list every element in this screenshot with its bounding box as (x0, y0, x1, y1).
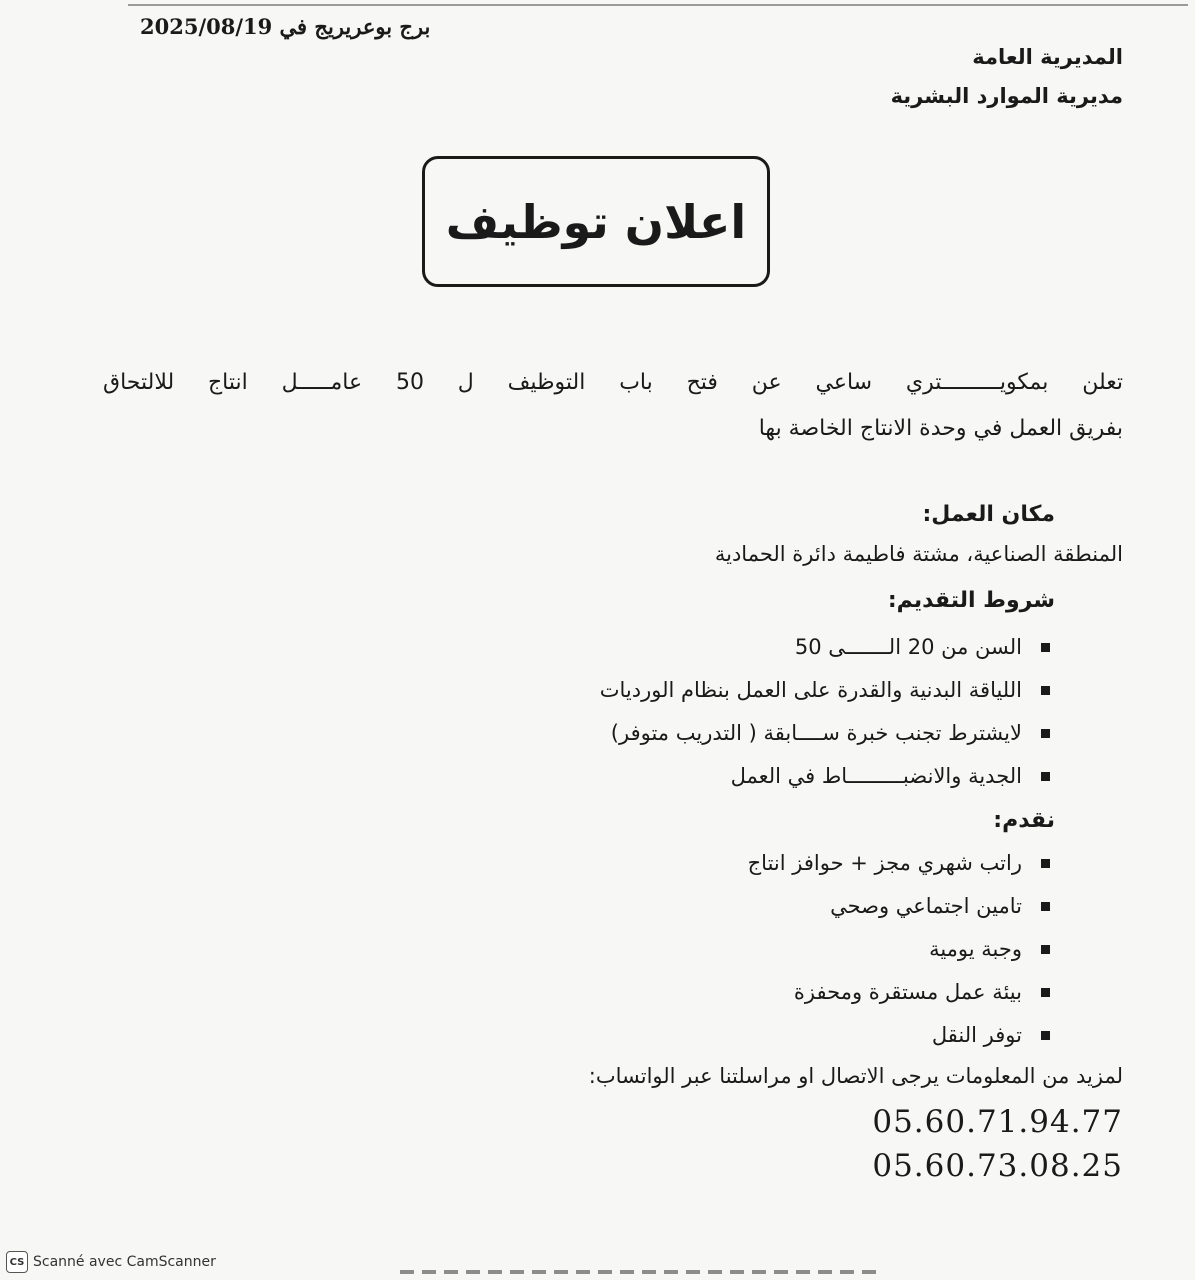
offers-heading: نقدم: (993, 808, 1055, 833)
bullet-icon (1041, 643, 1050, 652)
offer-text: راتب شهري مجز + حوافز انتاج (747, 851, 1022, 875)
list-item (600, 755, 1050, 798)
bullet-icon (1041, 686, 1050, 695)
offer-text: تامين اجتماعي وصحي (830, 894, 1022, 918)
conditions-list (600, 626, 1050, 798)
bullet-icon (1041, 902, 1050, 911)
workplace-heading: مكان العمل: (922, 502, 1055, 527)
list-item (748, 928, 1050, 971)
date-line: برج بوعريريج في 2025/08/19 (140, 14, 431, 39)
bullet-icon (1041, 945, 1050, 954)
bullet-icon (1041, 729, 1050, 738)
list-item (600, 712, 1050, 755)
intro-line-2: بفريق العمل في وحدة الانتاج الخاصة بها (758, 416, 1123, 441)
top-border-line (128, 4, 1188, 6)
phone-number-1: 05.60.71.94.77 (872, 1104, 1123, 1140)
bullet-icon (1041, 772, 1050, 781)
condition-text: الجدية والانضبـــــــــاط في العمل (730, 764, 1022, 788)
list-item (748, 1014, 1050, 1057)
scanner-watermark (6, 1251, 216, 1273)
contact-text: لمزيد من المعلومات يرجى الاتصال او مراسلتنا عبر الواتساب: (588, 1064, 1123, 1088)
org-general-directorate: المديرية العامة (972, 45, 1123, 69)
org-hr-directorate: مديرية الموارد البشرية (890, 84, 1123, 108)
offer-text: توفر النقل (931, 1023, 1022, 1047)
page-title: اعلان توظيف (445, 194, 747, 249)
offers-list (748, 842, 1050, 1057)
workplace-text: المنطقة الصناعية، مشتة فاطيمة دائرة الحمادية (714, 542, 1123, 566)
list-item (748, 842, 1050, 885)
bullet-icon (1041, 859, 1050, 868)
bullet-icon (1041, 1031, 1050, 1040)
bullet-icon (1041, 988, 1050, 997)
list-item (748, 971, 1050, 1014)
condition-text: السن من 20 الـــــــى 50 (794, 635, 1022, 659)
conditions-heading: شروط التقديم: (887, 588, 1055, 613)
condition-text: اللياقة البدنية والقدرة على العمل بنظام الورديات (599, 678, 1022, 702)
list-item (600, 669, 1050, 712)
condition-text: لايشترط تجنب خبرة ســــابقة ( التدريب متوفر) (610, 721, 1022, 745)
camscanner-logo-icon: CS (6, 1251, 28, 1273)
title-box (422, 156, 770, 287)
offer-text: بيئة عمل مستقرة ومحفزة (793, 980, 1022, 1004)
scanner-text: Scanné avec CamScanner (33, 1254, 216, 1270)
list-item (748, 885, 1050, 928)
phone-number-2: 05.60.73.08.25 (872, 1148, 1123, 1184)
intro-line-1: تعلن بمكويـــــــــتري ساعي عن فتح باب التوظيف ل 50 عامـــــل انتاج للالتحاق (103, 370, 1124, 395)
list-item (600, 626, 1050, 669)
offer-text: وجبة يومية (929, 937, 1022, 961)
cut-off-text-line (400, 1262, 880, 1276)
